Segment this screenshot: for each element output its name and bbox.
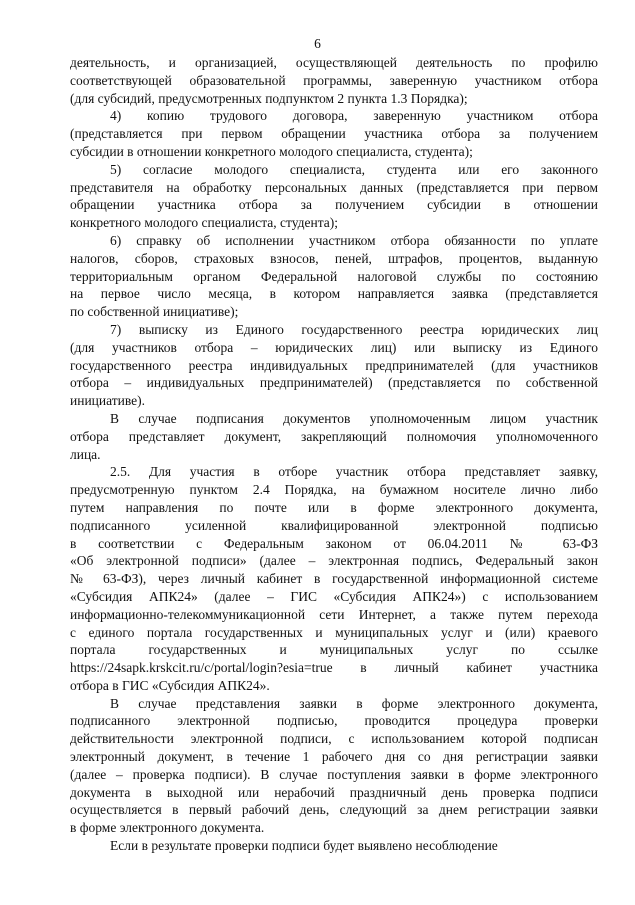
paragraph-section-2-5 [70,463,598,694]
text-line: на первое число месяца, в котором направляется заявка (представляется [70,286,598,302]
text-line: «Субсидия АПК24» (далее – ГИС «Субсидия АПК24») с использованием [70,588,598,604]
text-line: осуществляется в первый рабочий день, следующий за днем регистрации заявки [70,802,598,818]
text-line: в форме электронного документа. [70,820,265,836]
paragraph-authorized-person [70,410,598,463]
text-line: 6) справку об исполнении участником отбора обязанности по уплате [110,232,598,248]
document-body [70,54,598,855]
paragraph-electronic-submission [70,695,598,837]
text-line: обращении участника отбора за получением субсидии в отношении [70,197,598,213]
text-line: соответствующей образовательной программы, заверенную участником отбора [70,72,598,88]
text-line: лица. [70,446,101,462]
text-line: (представляется при первом обращении участника отбора за получением [70,126,598,142]
text-line: документа в выходной или нерабочий праздничный день проверка подписи [70,784,598,800]
text-line: представителя на обработку персональных данных (представляется при первом [70,179,598,195]
text-line: В случае подписания документов уполномоченным лицом участник [110,410,598,426]
text-line: путем направления по почте или в форме электронного документа, [70,499,598,515]
paragraph-item-4 [70,107,598,160]
text-line: «Об электронной подписи» (далее – электронная подпись, Федеральный закон [70,553,598,569]
text-line: территориальным органом Федеральной налоговой службы по состоянию [70,268,598,284]
text-line: отбора в ГИС «Субсидия АПК24». [70,677,270,693]
text-line: конкретного молодого специалиста, студента); [70,215,339,231]
text-line: № 63-ФЗ), через личный кабинет в государственной информационной системе [70,571,598,587]
text-line: по собственной инициативе); [70,304,239,320]
text-line: 5) согласие молодого специалиста, студента или его законного [110,161,598,177]
text-line: портала государственных и муниципальных услуг по ссылке [70,642,598,658]
text-line: (для участников отбора – юридических лиц) или выписку из Единого [70,339,598,355]
text-line: 7) выписку из Единого государственного реестра юридических лиц [110,321,598,337]
text-line: отбора – индивидуальных предпринимателей) (представляется по собственной [70,375,598,391]
text-line: Если в результате проверки подписи будет выявлено несоблюдение [110,838,498,854]
text-line: В случае представления заявки в форме электронного документа, [110,695,598,711]
text-line: 4) копию трудового договора, заверенную участником отбора [110,108,598,124]
paragraph-continuation [70,54,598,107]
text-line: налогов, сборов, страховых взносов, пеней, штрафов, процентов, выданную [70,250,598,266]
text-line: электронный документ, в течение 1 рабочего дня со дня регистрации заявки [70,749,598,765]
text-line: 2.5. Для участия в отборе участник отбора представляет заявку, [110,464,598,480]
text-line: информационно-телекоммуникационной сети Интернет, а также путем перехода [70,606,598,622]
page-number: 6 [314,36,321,51]
text-line: отбора представляет документ, закрепляющий полномочия уполномоченного [70,428,598,444]
text-line: инициативе). [70,393,146,409]
text-line: государственного реестра индивидуальных предпринимателей (для участников [70,357,598,373]
text-line: подписанного электронной подписью, проводится процедура проверки [70,713,598,729]
paragraph-item-5 [70,161,598,232]
paragraph-item-6 [70,232,598,321]
text-line: субсидии в отношении конкретного молодого специалиста, студента); [70,143,473,159]
text-line: (далее – проверка подписи). В случае поступления заявки в форме электронного [70,766,598,782]
text-line: с единого портала государственных и муниципальных услуг и (или) краевого [70,624,598,640]
text-line: предусмотренную пунктом 2.4 Порядка, на бумажном носителе лично либо [70,482,598,498]
text-line: действительности электронной подписи, с использованием которой подписан [70,731,598,747]
text-line: подписанного усиленной квалифицированной электронной подписью [70,517,598,533]
paragraph-item-7 [70,321,598,410]
paragraph-signature-check [70,837,598,855]
text-line: https://24sapk.krskcit.ru/c/portal/login?esia=true в личный кабинет участника [70,660,598,676]
text-line: в соответствии с Федеральным законом от 06.04.2011 № 63-ФЗ [70,535,598,551]
text-line: (для субсидий, предусмотренных подпунктом 2 пункта 1.3 Порядка); [70,90,468,106]
text-line: деятельность, и организацией, осуществляющей деятельность по профилю [70,55,598,70]
